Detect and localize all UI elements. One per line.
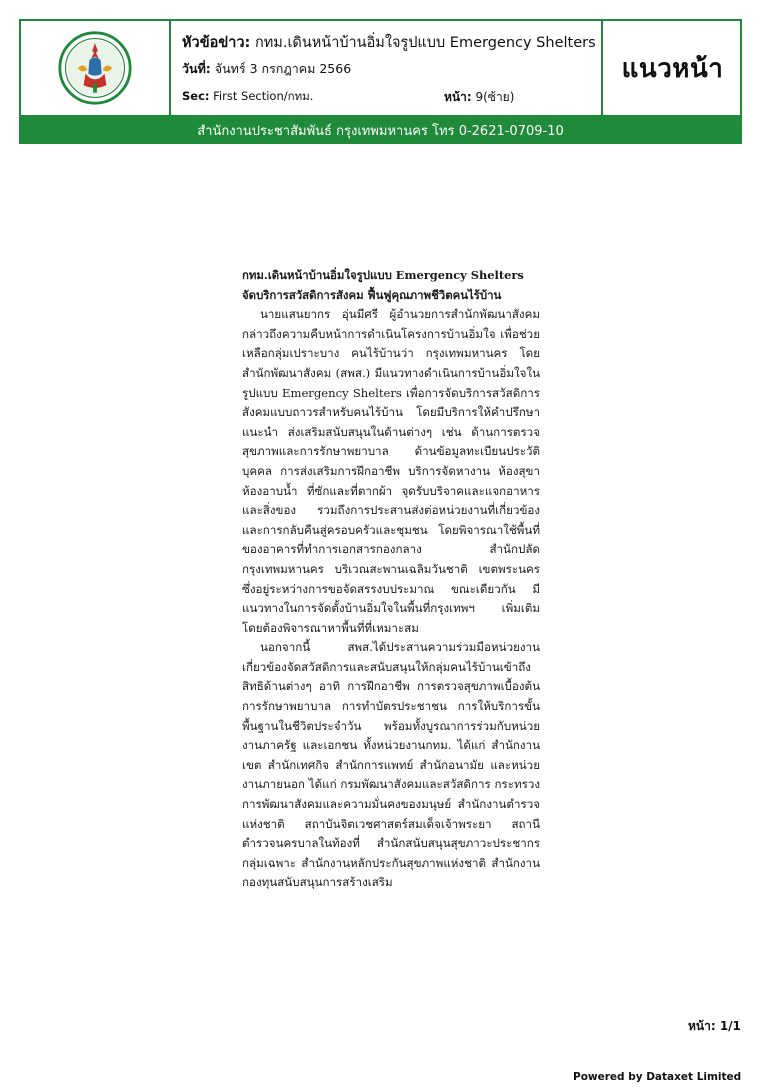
powered-by: Powered by Dataxet Limited: [573, 1071, 742, 1083]
page-line: [444, 88, 514, 107]
date-label: วันที่:: [182, 61, 211, 76]
pr-banner: สำนักงานประชาสัมพันธ์ กรุงเทพมหานคร โทร 0-2621-0709-10: [19, 117, 742, 144]
article-paragraph-2: นอกจากนี้ สพส.ได้ประสานความร่วมมือหน่วยงานเกี่ยวข้องจัดสวัสดิการและสนับสนุนให้กลุ่มคนไร้บ้านเข้าถึงสิทธิด้านต่างๆ อาทิ การฝึกอาชีพ การตรวจสุขภาพเบื้องต้น การรักษาพยาบาล การทำบัตรประชาชน การให้บริการขั้นพื้นฐานในชีวิตประจำวัน พร้อมทั้งบูรณาการร่วมกับหน่วยงานภาครัฐ และเอกชน ทั้งหน่วยงานกทม. ได้แก่ สำนักงานเขต สำนักเทศกิจ สำนักการแพทย์ สำนักอนามัย และหน่วยงานภายนอก ได้แก่ กรมพัฒนาสังคมและสวัสดิการ กระทรวงการพัฒนาสังคมและความมั่นคงของมนุษย์ สำนักงานตำรวจแห่งชาติ สถาบันจิตเวชศาสตร์สมเด็จเจ้าพระยา สถานีตำรวจนครบาลในท้องที่ สำนักสนับสนุนสุขภาวะประชากรกลุ่มเฉพาะ สำนักงานหลักประกันสุขภาพแห่งชาติ สำนักงานกองทุนสนับสนุนการสร้างเสริม: [242, 640, 540, 890]
article-body: [242, 266, 540, 893]
headline-label: หัวข้อข่าว:: [182, 35, 251, 51]
headline-text: กทม.เดินหน้าบ้านอิ่มใจรูปแบบ Emergency Shelters: [254, 35, 596, 51]
date-line: [182, 59, 351, 79]
page-label: หน้า:: [444, 90, 472, 104]
article-title-line-1: กทม.เดินหน้าบ้านอิ่มใจรูปแบบ Emergency Shelters: [242, 268, 524, 282]
page-count: หน้า: 1/1: [688, 1019, 741, 1033]
newspaper-name: แนวหน้า: [621, 53, 724, 84]
article-paragraph-1: นายแสนยากร อุ่นมีศรี ผู้อำนวยการสำนักพัฒนาสังคม กล่าวถึงความคืบหน้าการดำเนินโครงการบ้านอิ่มใจ เพื่อช่วยเหลือกลุ่มเปราะบาง คนไร้บ้านว่า กรุงเทพมหานคร โดยสำนักพัฒนาสังคม (สพส.) มีแนวทางดำเนินการบ้านอิ่มใจในรูปแบบ Emergency Shelters เพื่อการจัดบริการสวัสดิการสังคมแบบถาวรสำหรับคนไร้บ้าน โดยมีบริการให้คำปรึกษา แนะนำ ส่งเสริมสนับสนุนในด้านต่างๆ เช่น ด้านการตรวจสุขภาพและการรักษาพยาบาล ด้านข้อมูลทะเบียนประวัติบุคคล การส่งเสริมการฝึกอาชีพ บริการจัดหางาน ห้องสุขา ห้องอาบน้ำ ที่ซักและที่ตากผ้า จุดรับบริจาคและแจกอาหารและสิ่งของ รวมถึงการประสานส่งต่อหน่วยงานที่เกี่ยวข้อง และการกลับคืนสู่ครอบครัวและชุมชน โดยพิจารณาใช้พื้นที่ของอาคารที่ทำการเอกสารกองกลาง สำนักปลัดกรุงเทพมหานคร บริเวณสะพานเฉลิมวันชาติ เขตพระนคร ซึ่งอยู่ระหว่างการขอจัดสรรงบประมาณ ขณะเดียวกัน มีแนวทางในการจัดตั้งบ้านอิ่มใจในพื้นที่กรุงเทพฯ เพิ่มเติม โดยต้องพิจารณาหาพื้นที่ที่เหมาะสม: [242, 307, 540, 635]
header-info: [171, 21, 603, 115]
article-title-line-2: จัดบริการสวัสดิการสังคม ฟื้นฟูคุณภาพชีวิตคนไร้บ้าน: [242, 287, 502, 302]
bma-logo: [21, 21, 171, 115]
date-value: จันทร์ 3 กรกฎาคม 2566: [214, 61, 352, 76]
page-value: 9(ซ้าย): [475, 90, 515, 104]
sec-value: First Section/กทม.: [213, 89, 314, 103]
bma-emblem-icon: [57, 30, 133, 106]
news-header: [19, 19, 742, 117]
section-line: [182, 88, 313, 106]
headline: [182, 31, 596, 54]
sec-label: Sec:: [182, 89, 210, 103]
